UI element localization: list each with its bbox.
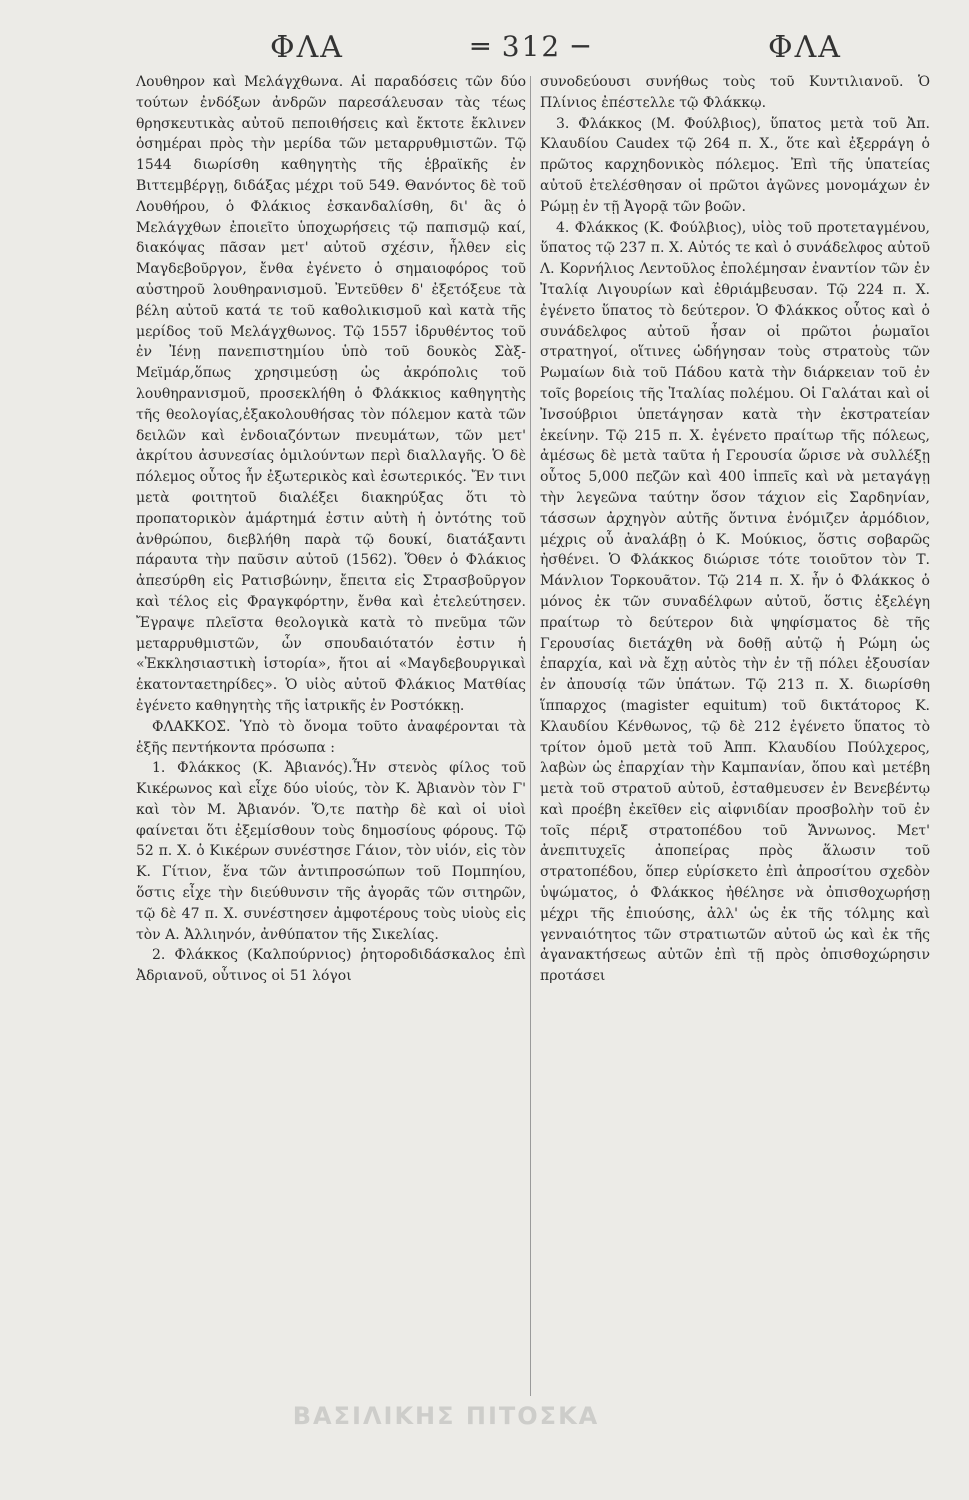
paragraph: 1. Φλάκκος (Κ. Ἀβιανός).Ἦν στενὸς φίλος τοῦ Κικέρωνος καὶ εἶχε δύο υἱούς, τὸν Κ. Ἀβιανὸν τὸν Γ' καὶ τὸν Μ. Ἀβιανόν. Ὅ,τε πατὴρ δὲ καὶ οἱ υἱοὶ φαίνεται ὅτι ἐξεμίσθουν τοὺς δημοσίους φόρους. Τῷ 52 π. Χ. ὁ Κικέρων συνέστησε Γάιον, τὸν υἱόν, εἰς τὸν Κ. Γίτιον, ἕνα τῶν ἀντιπροσώπων τοῦ Πομπηίου, ὅστις εἶχε τὴν διεύθυνσιν τῆς ἀγορᾶς τῶν σιτηρῶν, τῷ δὲ 47 π. Χ. συνέστησεν ἀμφοτέρους τοὺς υἱοὺς εἰς τὸν Α. Ἀλλιηνόν, ἀνθύπατον τῆς Σικελίας. [136, 760, 526, 943]
paragraph: συνοδεύουσι συνήθως τοὺς τοῦ Κυντιλιανοῦ. Ὁ Πλίνιος ἐπέστελλε τῷ Φλάκκῳ. [540, 74, 930, 111]
left-column [136, 72, 526, 987]
entry-heading-paragraph: ΦΛΑΚΚΟΣ. Ὑπὸ τὸ ὄνομα τοῦτο ἀναφέρονται τὰ ἑξῆς πεντήκοντα πρόσωπα : [136, 718, 526, 756]
page-number: ═ 312 ─ [472, 30, 591, 63]
paragraph: Λουθηρον καὶ Μελάγχθωνα. Αἱ παραδόσεις τῶν δύο τούτων ἐνδόξων ἀνδρῶν παρεσάλευσαν τὰς τέως θρησκευτικὰς αὐτοῦ πεποιθήσεις καὶ ἔκτοτε ἔκλινεν ὁσημέραι πρὸς τὴν μερίδα τῶν μεταρρυθμιστῶν. Τῷ 1544 διωρίσθη καθηγητὴς τῆς ἑβραϊκῆς ἐν Βιττεμβέργῃ, διδάξας μέχρι τοῦ 549. Θανόντος δὲ τοῦ Λουθήρου, ὁ Φλάκιος ἐσκανδαλίσθη, δι' ἃς ὁ Μελάγχθων ἐποιεῖτο ὑποχωρήσεις τῷ παπισμῷ καί, διακόψας πᾶσαν μετ' αὐτοῦ σχέσιν, ἦλθεν εἰς Μαγδεβοῦργον, ἔνθα ἐγένετο ὁ σημαιοφόρος τοῦ αὐστηροῦ λουθηρανισμοῦ. Ἐντεῦθεν δ' ἐξετόξευε τὰ βέλη αὐτοῦ κατά τε τοῦ καθολικισμοῦ καὶ κατὰ τῆς μερίδος τοῦ Μελάγχθωνος. Τῷ 1557 ἱδρυθέντος τοῦ ἐν Ἰένῃ πανεπιστημίου ὑπὸ τοῦ δουκὸς Σὰξ-Μεϊμάρ,ὅπως χρησιμεύσῃ ὡς ἀκρόπολις τοῦ λουθηρανισμοῦ, προσεκλήθη ὁ Φλάκκιος καθηγητὴς τῆς θεολογίας,ἐξακολουθήσας τὸν πόλεμον κατὰ τῶν δειλῶν καὶ ἐνδοιαζόντων πνευμάτων, τῶν μετ' ἀκρίτου ἀσυνεσίας ὁμιλούντων περὶ διαλλαγῆς. Ὁ δὲ πόλεμος οὗτος ἦν ἐξωτερικὸς καὶ ἐσωτερικός. Ἔν τινι μετὰ φοιτητοῦ διαλέξει διακηρύξας ὅτι τὸ προπατορικὸν ἁμάρτημά ἐστιν αὐτὴ ἡ ὀντότης τοῦ ἀνθρώπου, διεβλήθη παρὰ τῷ δουκί, διατάξαντι πάραυτα τὴν παῦσιν αὐτοῦ (1562). Ὅθεν ὁ Φλάκιος ἀπεσύρθη εἰς Ρατισβώνην, ἔπειτα εἰς Στρασβοῦργον καὶ τέλος εἰς Φραγκφόρτην, ἔνθα καὶ ἐτελεύτησεν. Ἔγραψε πλεῖστα θεολογικὰ κατὰ τὸ πνεῦμα τῶν μεταρρυθμιστῶν, ὧν σπουδαιότατόν ἐστιν ἡ «Ἐκκλησιαστικὴ ἱστορία», ἤτοι αἱ «Μαγδεβουργικαὶ ἑκατονταετηρίδες». Ὁ υἱὸς αὐτοῦ Φλάκιος Ματθίας ἐγένετο καθηγητὴς τῆς ἰατρικῆς ἐν Ροστόκκῃ. [136, 74, 526, 714]
column-divider [530, 76, 531, 1396]
page-number-value: 312 [501, 30, 562, 63]
right-column [540, 72, 930, 987]
running-head [0, 30, 969, 70]
running-head-right: ΦΛΑ [768, 30, 842, 65]
running-head-left: ΦΛΑ [270, 30, 344, 65]
paragraph: 3. Φλάκκος (Μ. Φούλβιος), ὕπατος μετὰ τοῦ Ἀπ. Κλαυδίου Caudex τῷ 264 π. Χ., ὅτε καὶ ἐξερράγη ὁ πρῶτος καρχηδονικὸς πόλεμος. Ἐπὶ τῆς ὑπατείας αὐτοῦ ἐτελέσθησαν οἱ πρῶτοι ἀγῶνες μονομάχων ἐν Ρώμῃ ἐν τῇ Ἀγορᾷ τῶν βοῶν. [540, 115, 930, 215]
paragraph: 4. Φλάκκος (Κ. Φούλβιος), υἱὸς τοῦ προτεταγμένου, ὕπατος τῷ 237 π. Χ. Αὐτός τε καὶ ὁ συνάδελφος αὐτοῦ Λ. Κορνήλιος Λεντοῦλος ἐπολέμησαν ἐναντίον τῶν ἐν Ἰταλίᾳ Λιγουρίων καὶ ἐθριάμβευσαν. Τῷ 224 π. Χ. ἐγένετο ὕπατος τὸ δεύτερον. Ὁ Φλάκκος οὗτος καὶ ὁ συνάδελφος αὐτοῦ ἦσαν οἱ πρῶτοι ῥωμαῖοι στρατηγοί, οἵτινες ὡδήγησαν τοὺς στρατοὺς τῶν Ρωμαίων διὰ τοῦ Πάδου κατὰ τὴν διάρκειαν τοῦ ἐν τοῖς βορείοις τῆς Ἰταλίας πολέμου. Οἱ Γαλάται καὶ οἱ Ἰνσούβριοι ὑπετάγησαν κατὰ τὴν ἐκστρατείαν ἐκείνην. Τῷ 215 π. Χ. ἐγένετο πραίτωρ τῆς πόλεως, ἀμέσως δὲ μετὰ ταῦτα ἡ Γερουσία ὥρισε νὰ συλλέξῃ οὗτος 5,000 πεζῶν καὶ 400 ἱππεῖς καὶ νὰ μεταγάγῃ τὴν λεγεῶνα ταύτην ὅσον τάχιον εἰς Σαρδηνίαν, τάσσων ἀρχηγὸν αὐτῆς ὅντινα ἐνόμιζεν ἁρμόδιον, μέχρις οὗ ἀναλάβῃ ὁ Κ. Μούκιος, ὅστις σοβαρῶς ἠσθένει. Ὁ Φλάκκος διώρισε τότε τοιοῦτον τὸν Τ. Μάνλιον Τορκουᾶτον. Τῷ 214 π. Χ. ἦν ὁ Φλάκκος ὁ μόνος ἐκ τῶν συναδέλφων αὐτοῦ, ὅστις ἐξελέγη πραίτωρ τὸ δεύτερον διὰ ψηφίσματος δὲ τῆς Γερουσίας διετάχθη νὰ δοθῇ αὐτῷ ἡ Ρώμη ὡς ἐπαρχία, καὶ νὰ ἔχῃ αὐτὸς τὴν ἐν τῇ πόλει ἐξουσίαν ἐν ἀπουσίᾳ τῶν ὑπάτων. Τῷ 213 π. Χ. διωρίσθη ἵππαρχος (magister equitum) τοῦ δικτάτορος Κ. Κλαυδίου Κένθωνος, τῷ δὲ 212 ἐγένετο ὕπατος τὸ τρίτον ὁμοῦ μετὰ τοῦ Ἀππ. Κλαυδίου Πούλχερος, λαβὼν ὡς ἐπαρχίαν τὴν Καμπανίαν, ὅπου καὶ μετέβη μετὰ τοῦ στρατοῦ αὐτοῦ, ἐσταθμευσεν ἐν Βενεβέντῳ καὶ προέβη ἐκεῖθεν εἰς αἰφνιδίαν προσβολὴν τοῦ ἐν τοῖς πέριξ στρατοπέδου τοῦ Ἄννωνος. Μετ' ἀνεπιτυχεῖς ἀποπείρας πρὸς ἅλωσιν τοῦ στρατοπέδου, ὅπερ εὑρίσκετο ἐπὶ ἀπροσίτου σχεδὸν ὑψώματος, ὁ Φλάκκος ἠθέλησε νὰ ὀπισθοχωρήσῃ μέχρι τῆς ἐπιούσης, ἀλλ' ὡς ἐκ τῆς τόλμης καὶ γενναιότητος τῶν στρατιωτῶν αὐτοῦ ὡς καὶ ἐκ τῆς ἀγανακτήσεως αὐτῶν ἐπὶ τῇ πρὸς ὀπισθοχώρησιν προτάσει [540, 219, 930, 985]
watermark: ΒΑΣΙΛΙΚΗΣ ΠΙΤΟΣΚΑ [292, 1402, 600, 1430]
paragraph: 2. Φλάκκος (Καλπούρνιος) ῥητοροδιδάσκαλος ἐπὶ Ἀδριανοῦ, οὗτινος οἱ 51 λόγοι [136, 947, 526, 985]
